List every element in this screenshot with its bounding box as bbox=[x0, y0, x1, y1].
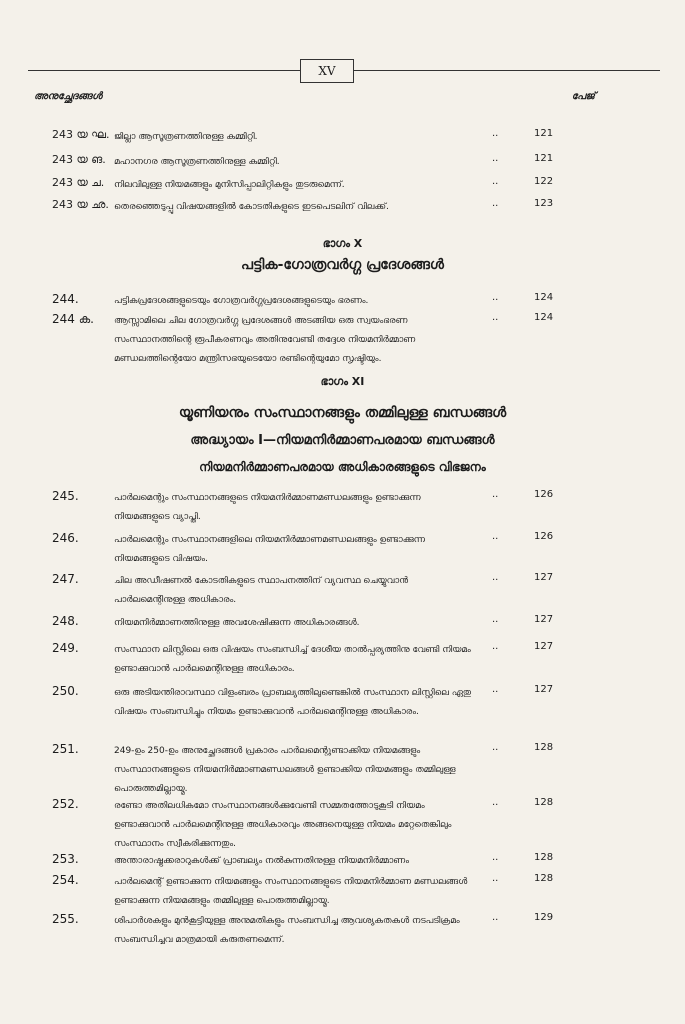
leader-dots: .. bbox=[492, 797, 499, 808]
page-ref: 126 bbox=[534, 489, 554, 500]
article-title: ഒരു അടിയന്തിരാവസ്ഥാ വിളംബരം പ്രാബല്യത്തിലുണ്ടെങ്കിൽ സംസ്ഥാന ലിസ്റ്റിലെ ഏതു വിഷയം സംബന്ധിച്ചും നിയമം ഉണ്ടാക്കുവാൻ പാർലമെന്റിനുള്ള അധികാരം. bbox=[114, 688, 472, 717]
leader-dots: .. bbox=[492, 312, 499, 323]
page-number: XV bbox=[300, 59, 354, 83]
article-title: പാർലമെന്റ് ഉണ്ടാക്കുന്ന നിയമങ്ങളും സംസ്ഥാനങ്ങളുടെ നിയമനിർമ്മാണ മണ്ഡലങ്ങൾ ഉണ്ടാക്കുന്ന നിയമങ്ങളും തമ്മിലുള്ള പൊരുത്തമില്ലായ്മ. bbox=[114, 877, 468, 906]
article-title: പട്ടികപ്രദേശങ്ങളുടെയും ഗോത്രവർഗ്ഗപ്രദേശങ്ങളുടെയും ഭരണം. bbox=[114, 296, 369, 306]
article-number: 243 യ ങ. bbox=[52, 153, 106, 166]
article-title: ആസ്സാമിലെ ചില ഗോത്രവർഗ്ഗ പ്രദേശങ്ങൾ അടങ്ങിയ ഒരു സ്വയംഭരണ സംസ്ഥാനത്തിന്റെ രൂപീകരണവും അതിനുവേണ്ടി തദ്ദേശ നിയമനിർമ്മാണ മണ്ഡലത്തിന്റെയോ മന്ത്രിസഭയുടെയോ രണ്ടിന്റെയുമോ സൃഷ്ടിയും. bbox=[114, 316, 416, 364]
article-title: മഹാനഗര ആസൂത്രണത്തിനുള്ള കമ്മിറ്റി. bbox=[114, 157, 280, 167]
page-ref: 121 bbox=[534, 153, 554, 164]
article-number: 244 ക. bbox=[52, 312, 94, 326]
page-ref: 123 bbox=[534, 198, 554, 209]
article-title: തെരഞ്ഞെടുപ്പു വിഷയങ്ങളിൽ കോടതികളുടെ ഇടപെടലിന് വിലക്ക്. bbox=[114, 202, 389, 212]
article-title: ശിപാർശകളും മുൻകൂട്ടിയുള്ള അനുമതികളും സംബന്ധിച്ച ആവശ്യകതകൾ നടപടിക്രമം സംബന്ധിച്ചവ മാത്രമായി കരുതണമെന്ന്. bbox=[114, 916, 460, 945]
leader-dots: .. bbox=[492, 852, 499, 863]
page-ref: 128 bbox=[534, 797, 554, 808]
leader-dots: .. bbox=[492, 531, 499, 542]
page-ref: 127 bbox=[534, 614, 554, 625]
leader-dots: .. bbox=[492, 489, 499, 500]
article-number: 245. bbox=[52, 489, 79, 503]
page-ref: 128 bbox=[534, 852, 554, 863]
page-ref: 122 bbox=[534, 176, 554, 187]
article-title: ചില അഡീഷണൽ കോടതികളുടെ സ്ഥാപനത്തിന് വ്യവസ്ഥ ചെയ്യുവാൻ പാർലമെന്റിനുള്ള അധികാരം. bbox=[114, 576, 409, 605]
article-number: 247. bbox=[52, 572, 79, 586]
article-number: 254. bbox=[52, 873, 79, 887]
page-ref: 124 bbox=[534, 312, 554, 323]
page-ref: 128 bbox=[534, 742, 554, 753]
leader-dots: .. bbox=[492, 912, 499, 923]
leader-dots: .. bbox=[492, 176, 499, 187]
article-title: രണ്ടോ അതിലധികമോ സംസ്ഥാനങ്ങൾക്കുവേണ്ടി സമ്മതത്തോടുകൂടി നിയമം ഉണ്ടാക്കുവാൻ പാർലമെന്റിനുള്ള അധികാരവും അങ്ങനെയുള്ള നിയമം മറ്റേതെങ്കിലും സംസ്ഥാനം സ്വീകരിക്കുന്നതും. bbox=[114, 801, 452, 849]
leader-dots: .. bbox=[492, 742, 499, 753]
section-subtitle: നിയമനിർമ്മാണപരമായ അധികാരങ്ങളുടെ വിഭജനം bbox=[199, 460, 486, 474]
article-number: 243 യ ഛ. bbox=[52, 198, 109, 211]
part-xi-title: യൂണിയനും സംസ്ഥാനങ്ങളും തമ്മിലുള്ള ബന്ധങ്ങൾ bbox=[178, 405, 507, 421]
article-number: 249. bbox=[52, 641, 79, 655]
leader-dots: .. bbox=[492, 198, 499, 209]
article-title: അന്താരാഷ്ട്രക്കരാറുകൾക്ക് പ്രാബല്യം നൽകുന്നതിനുള്ള നിയമനിർമ്മാണം bbox=[114, 856, 409, 866]
page-ref: 124 bbox=[534, 292, 554, 303]
leader-dots: .. bbox=[492, 641, 499, 652]
article-number: 252. bbox=[52, 797, 79, 811]
part-x-title: പട്ടിക-ഗോത്രവർഗ്ഗ പ്രദേശങ്ങൾ bbox=[241, 257, 444, 273]
article-title: പാർലമെന്റും സംസ്ഥാനങ്ങളുടെ നിയമനിർമ്മാണമണ്ഡലങ്ങളും ഉണ്ടാക്കുന്ന നിയമങ്ങളുടെ വ്യാപ്തി. bbox=[114, 493, 421, 522]
leader-dots: .. bbox=[492, 153, 499, 164]
page-ref: 128 bbox=[534, 873, 554, 884]
leader-dots: .. bbox=[492, 292, 499, 303]
article-number: 251. bbox=[52, 742, 79, 756]
part-xi-label: ഭാഗം XI bbox=[320, 375, 365, 388]
page-ref: 126 bbox=[534, 531, 554, 542]
chapter-title: അദ്ധ്യായം I—നിയമനിർമ്മാണപരമായ ബന്ധങ്ങൾ bbox=[190, 433, 495, 448]
article-title: പാർലമെന്റും സംസ്ഥാനങ്ങളിലെ നിയമനിർമ്മാണമണ്ഡലങ്ങളും ഉണ്ടാക്കുന്ന നിയമങ്ങളുടെ വിഷയം. bbox=[114, 535, 425, 564]
leader-dots: .. bbox=[492, 572, 499, 583]
article-number: 255. bbox=[52, 912, 79, 926]
leader-dots: .. bbox=[492, 128, 499, 139]
leader-dots: .. bbox=[492, 873, 499, 884]
article-number: 248. bbox=[52, 614, 79, 628]
leader-dots: .. bbox=[492, 614, 499, 625]
article-number: 253. bbox=[52, 852, 79, 866]
article-title: നിയമനിർമ്മാണത്തിനുള്ള അവശേഷിക്കുന്ന അധികാരങ്ങൾ. bbox=[114, 618, 360, 628]
leader-dots: .. bbox=[492, 684, 499, 695]
part-x-label: ഭാഗം X bbox=[322, 237, 363, 250]
article-title: നിലവിലുള്ള നിയമങ്ങളും മുനിസിപ്പാലിറ്റികളും തുടരുമെന്ന്. bbox=[114, 180, 345, 190]
left-heading: അനുച്ഛേദങ്ങൾ bbox=[34, 91, 103, 102]
article-number: 246. bbox=[52, 531, 79, 545]
article-number: 250. bbox=[52, 684, 79, 698]
page-ref: 121 bbox=[534, 128, 554, 139]
article-title: 249-ഉം 250-ഉം അനുച്ഛേദങ്ങൾ പ്രകാരം പാർലമെന്റുണ്ടാക്കിയ നിയമങ്ങളും സംസ്ഥാനങ്ങളുടെ നിയമനിർമ്മാണമണ്ഡലങ്ങൾ ഉണ്ടാക്കിയ നിയമങ്ങളും തമ്മിലുള്ള പൊരുത്തമില്ലായ്മ. bbox=[114, 746, 456, 794]
article-number: 243 യ ച. bbox=[52, 176, 105, 189]
right-heading: പേജ് bbox=[571, 91, 595, 102]
article-title: ജില്ലാ ആസൂത്രണത്തിനുള്ള കമ്മിറ്റി. bbox=[114, 132, 258, 142]
article-number: 243 യ ഘ. bbox=[52, 128, 110, 141]
page-ref: 127 bbox=[534, 572, 554, 583]
article-number: 244. bbox=[52, 292, 79, 306]
page-ref: 127 bbox=[534, 684, 554, 695]
page-ref: 127 bbox=[534, 641, 554, 652]
page-ref: 129 bbox=[534, 912, 554, 923]
article-title: സംസ്ഥാന ലിസ്റ്റിലെ ഒരു വിഷയം സംബന്ധിച്ച് ദേശീയ താൽപ്പര്യത്തിനു വേണ്ടി നിയമം ഉണ്ടാക്കുവാൻ പാർലമെന്റിനുള്ള അധികാരം. bbox=[114, 645, 471, 674]
